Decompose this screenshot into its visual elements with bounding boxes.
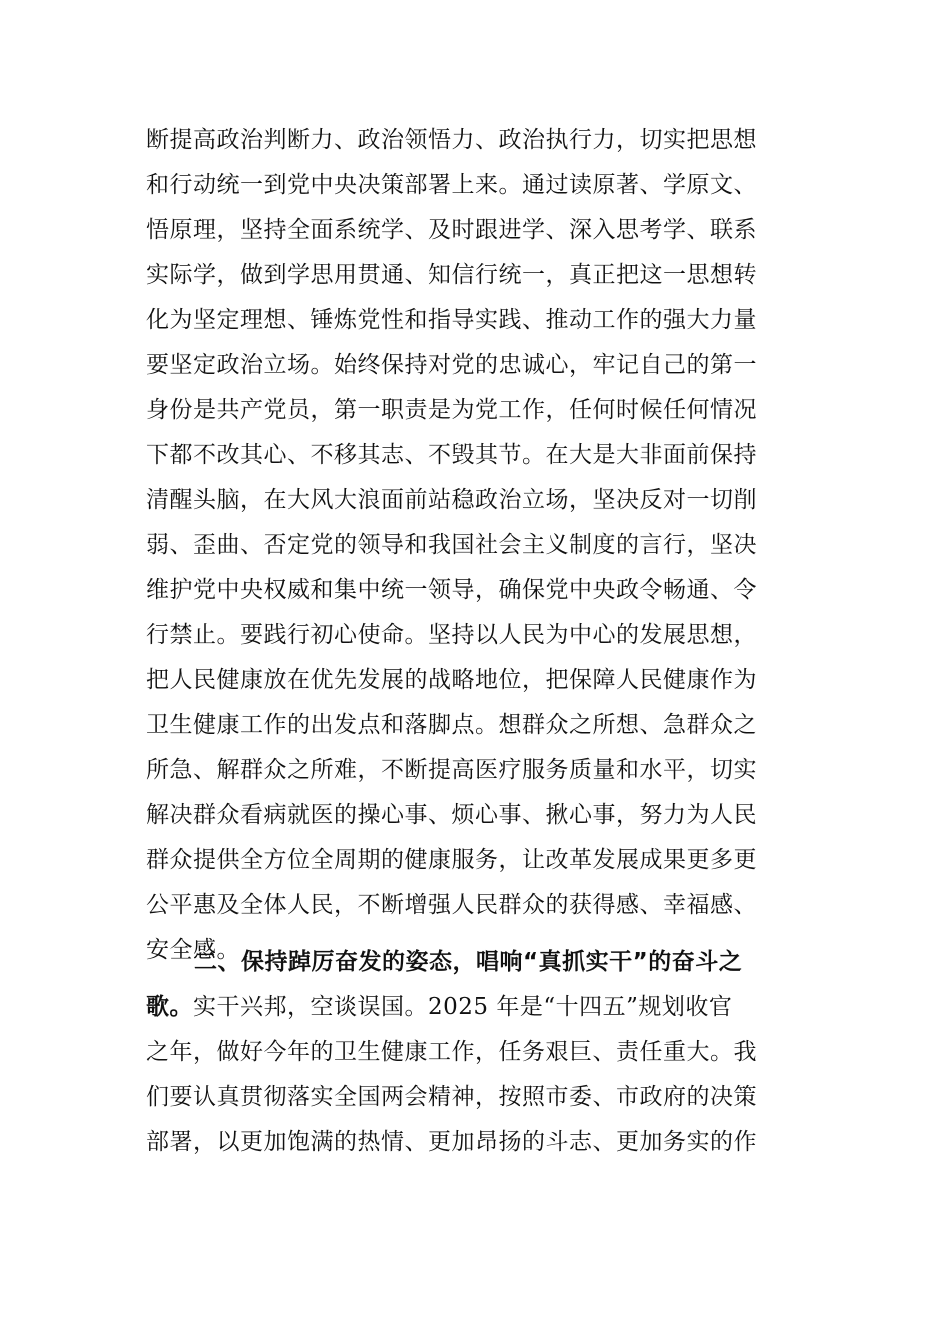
text-line: 弱、歪曲、否定党的领导和我国社会主义制度的言行，坚决 bbox=[146, 532, 757, 558]
text-line: 下都不改其心、不移其志、不毁其节。在大是大非面前保持 bbox=[146, 442, 757, 468]
section-heading-end: 歌。 bbox=[146, 994, 193, 1020]
text-line: 解决群众看病就医的操心事、烦心事、揪心事，努力为人民 bbox=[146, 802, 757, 828]
section-heading: 二、保持踔厉奋发的姿态，唱响“真抓实干”的奋斗之 bbox=[194, 949, 743, 975]
text-line: 和行动统一到党中央决策部署上来。通过读原著、学原文、 bbox=[146, 172, 757, 198]
text-line: 部署，以更加饱满的热情、更加昂扬的斗志、更加务实的作 bbox=[146, 1129, 757, 1155]
text-line: 安全感。 bbox=[146, 937, 240, 963]
text-span: 实干兴邦，空谈误国。2025 年是“十四五”规划收官 bbox=[193, 994, 733, 1020]
paragraph-political-stance bbox=[146, 118, 808, 973]
text-line: 维护党中央权威和集中统一领导，确保党中央政令畅通、令 bbox=[146, 577, 757, 603]
text-line: 清醒头脑，在大风大浪面前站稳政治立场，坚决反对一切削 bbox=[146, 487, 757, 513]
text-line: 卫生健康工作的出发点和落脚点。想群众之所想、急群众之 bbox=[146, 712, 757, 738]
text-line: 们要认真贯彻落实全国两会精神，按照市委、市政府的决策 bbox=[146, 1084, 757, 1110]
text-line: 断提高政治判断力、政治领悟力、政治执行力，切实把思想 bbox=[146, 127, 757, 153]
text-line: 群众提供全方位全周期的健康服务，让改革发展成果更多更 bbox=[146, 847, 757, 873]
text-line: 把人民健康放在优先发展的战略地位，把保障人民健康作为 bbox=[146, 667, 757, 693]
text-line bbox=[146, 985, 808, 1030]
text-line: 之年，做好今年的卫生健康工作，任务艰巨、责任重大。我 bbox=[146, 1039, 757, 1065]
text-line: 公平惠及全体人民，不断增强人民群众的获得感、幸福感、 bbox=[146, 892, 757, 918]
text-line: 身份是共产党员，第一职责是为党工作，任何时候任何情况 bbox=[146, 397, 757, 423]
paragraph-section-two bbox=[146, 940, 808, 1165]
text-line: 所急、解群众之所难，不断提高医疗服务质量和水平，切实 bbox=[146, 757, 757, 783]
text-line: 要坚定政治立场。始终保持对党的忠诚心，牢记自己的第一 bbox=[146, 352, 757, 378]
text-line: 行禁止。要践行初心使命。坚持以人民为中心的发展思想， bbox=[146, 622, 757, 648]
text-line: 化为坚定理想、锤炼党性和指导实践、推动工作的强大力量 bbox=[146, 307, 757, 333]
text-line: 悟原理，坚持全面系统学、及时跟进学、深入思考学、联系 bbox=[146, 217, 757, 243]
text-line: 实际学，做到学思用贯通、知信行统一，真正把这一思想转 bbox=[146, 262, 757, 288]
